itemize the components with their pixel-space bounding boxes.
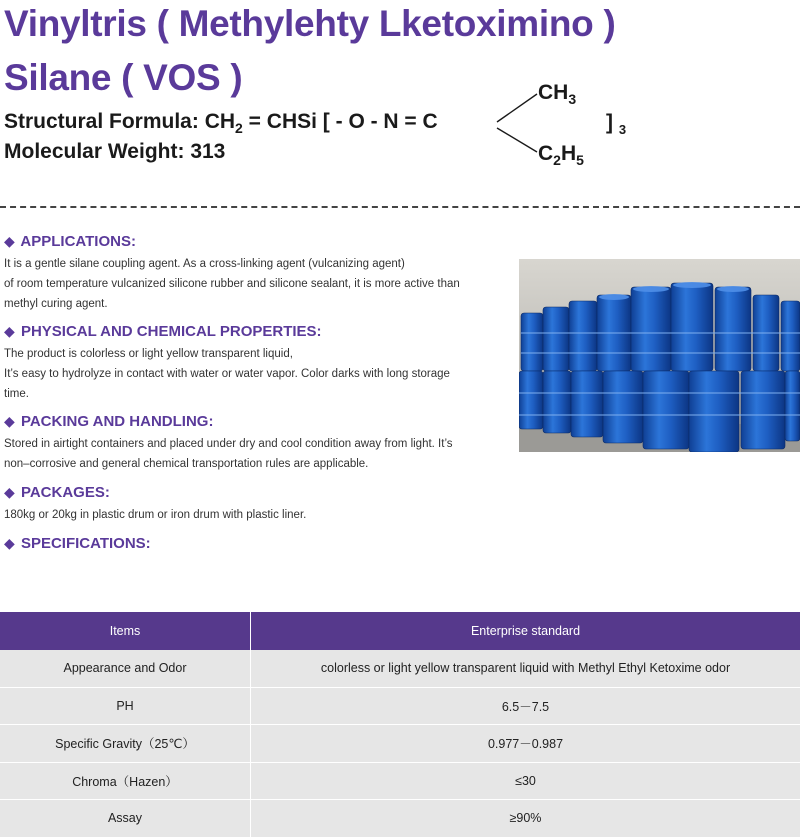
formula-closing-bracket [606,111,626,137]
table-cell-value: ≤30 [251,762,800,800]
dashed-divider [0,206,800,208]
packages-line: 180kg or 20kg in plastic drum or iron drum with plastic liner. [4,505,306,525]
formula-ch: CH [205,110,235,133]
section-heading-specifications [4,535,151,552]
formula-ch3-subscript: 3 [568,91,576,107]
table-header-items: Items [0,612,251,650]
packages-heading-text: PACKAGES: [21,484,110,501]
formula-c2h5 [538,142,584,168]
blue-drums-photo [519,259,800,452]
packages-text [4,505,306,525]
table-cell-value: 6.5－7.5 [251,687,800,725]
molecular-weight-label: Molecular Weight: [4,140,184,163]
formula-bracket-subscript: 3 [619,122,626,137]
product-title-line2: Silane ( VOS ) [4,58,242,98]
table-row [0,687,800,725]
formula-ch-subscript: 2 [235,120,243,136]
table-cell-value: ≥90% [251,800,800,838]
table-cell-item: Assay [0,800,251,838]
section-heading-packages [4,484,110,501]
packing-text [4,434,453,474]
specifications-heading-text: SPECIFICATIONS: [21,535,151,552]
product-title-line1: Vinyltris ( Methylehty Lketoximino ) [4,4,615,44]
formula-c2h5-h: H [561,142,576,165]
diamond-icon: ◆ [4,323,15,339]
physical-text [4,344,450,404]
table-header-row [0,612,800,650]
formula-ch3 [538,81,576,107]
specifications-table [0,612,800,838]
section-heading-applications [4,233,136,250]
applications-line: methyl curing agent. [4,294,460,314]
diamond-icon: ◆ [4,535,15,551]
molecular-weight [4,140,225,164]
formula-ch3-main: CH [538,81,568,104]
formula-c2h5-c: C [538,142,553,165]
table-header-standard: Enterprise standard [251,612,800,650]
applications-text [4,254,460,314]
packing-heading-text: PACKING AND HANDLING: [21,413,214,430]
physical-heading-text: PHYSICAL AND CHEMICAL PROPERTIES: [21,323,322,340]
table-cell-value: colorless or light yellow transparent liquid with Methyl Ethyl Ketoxime odor [251,650,800,687]
applications-heading-text: APPLICATIONS: [20,233,136,250]
table-row [0,800,800,838]
packing-line: Stored in airtight containers and placed under dry and cool condition away from light. It’s [4,434,453,454]
table-row [0,725,800,763]
formula-equation: = CHSi [ - O - N = C [243,110,438,133]
diamond-icon: ◆ [4,233,15,249]
physical-line: time. [4,384,450,404]
table-row [0,650,800,687]
structural-formula-label: Structural Formula: [4,110,199,133]
applications-line: It is a gentle silane coupling agent. As a cross-linking agent (vulcanizing agent) [4,254,460,274]
table-cell-item: PH [0,687,251,725]
diamond-icon: ◆ [4,413,15,429]
physical-line: The product is colorless or light yellow transparent liquid, [4,344,450,364]
structural-formula [4,110,438,136]
physical-line: It’s easy to hydrolyze in contact with water or water vapor. Color darks with long storage [4,364,450,384]
table-cell-item: Specific Gravity（25℃） [0,725,251,763]
table-cell-value: 0.977－0.987 [251,725,800,763]
packing-line: non–corrosive and general chemical transportation rules are applicable. [4,454,453,474]
section-heading-physical [4,323,322,340]
table-row [0,762,800,800]
section-heading-packing [4,413,213,430]
formula-branch-bonds [495,84,540,156]
applications-line: of room temperature vulcanized silicone rubber and silicone sealant, it is more active than [4,274,460,294]
table-cell-item: Appearance and Odor [0,650,251,687]
formula-c2h5-c-subscript: 2 [553,152,561,168]
table-cell-item: Chroma（Hazen） [0,762,251,800]
formula-c2h5-h-subscript: 5 [576,152,584,168]
diamond-icon: ◆ [4,484,15,500]
formula-bracket: ] [606,111,613,134]
molecular-weight-value: 313 [190,140,225,163]
